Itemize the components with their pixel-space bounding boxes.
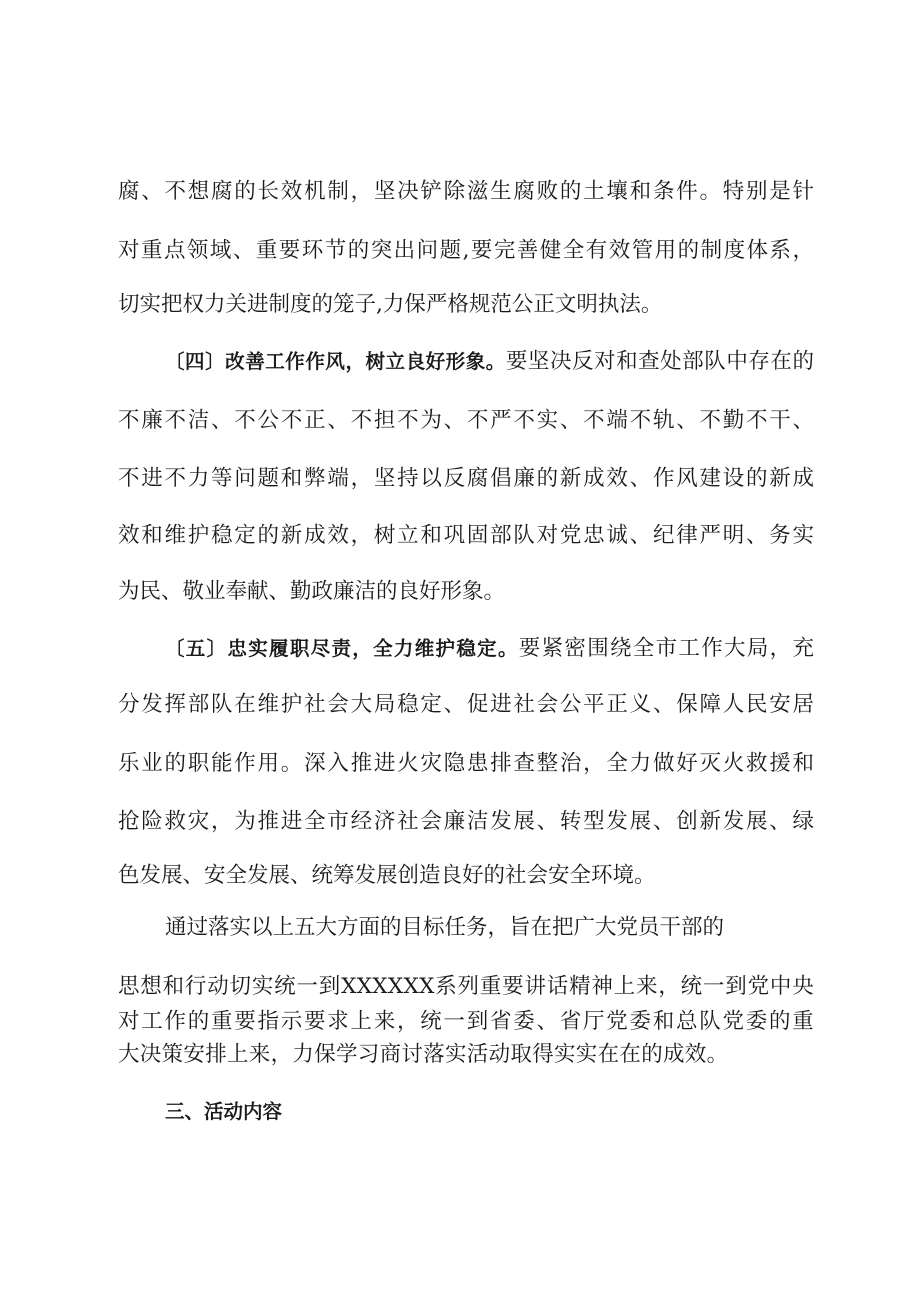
section-heading: 三、活动内容	[165, 1100, 283, 1123]
paragraph-line: 乐业的职能作用。深入推进火灾隐患排查整治，全力做好灭火救援和	[118, 751, 814, 776]
paragraph-heading: 〔五〕忠实履职尽责，全力维护稳定。	[165, 637, 519, 660]
paragraph-text: 要坚决反对和查处部队中存在的	[505, 349, 814, 374]
paragraph-first-line	[165, 635, 814, 663]
paragraph-line: 对工作的重要指示要求上来，统一到省委、省厅党委和总队党委的重	[118, 1009, 814, 1034]
paragraph-line: 切实把权力关进制度的笼子,力保严格规范公正文明执法。	[118, 292, 663, 317]
paragraph-line: 不进不力等问题和弊端，坚持以反腐倡廉的新成效、作风建设的新成	[118, 466, 814, 491]
paragraph-text: 要紧密围绕全市工作大局，充	[518, 636, 814, 661]
paragraph-heading: 〔四〕改善工作作风，树立良好形象。	[165, 350, 506, 373]
paragraph-line: 抢险救灾，为推进全市经济社会廉洁发展、转型发展、创新发展、绿	[118, 809, 814, 834]
paragraph-line: 对重点领域、重要环节的突出问题,要完善健全有效管用的制度体系，	[118, 238, 814, 263]
paragraph-line: 思想和行动切实统一到XXXXXX系列重要讲话精神上来，统一到党中央	[118, 974, 814, 999]
paragraph-line: 腐、不想腐的长效机制，坚决铲除滋生腐败的土壤和条件。特别是针	[118, 179, 814, 204]
paragraph-first-line	[165, 348, 814, 376]
paragraph-line: 大决策安排上来，力保学习商讨落实活动取得实实在在的成效。	[118, 1042, 729, 1067]
paragraph-line: 分发挥部队在维护社会大局稳定、促进社会公平正义、保障人民安居	[118, 692, 814, 717]
paragraph-line: 效和维护稳定的新成效，树立和巩固部队对党忠诚、纪律严明、务实	[118, 523, 814, 548]
paragraph-first-line: 通过落实以上五大方面的目标任务，旨在把广大党员干部的	[165, 915, 725, 940]
paragraph-line: 不廉不洁、不公不正、不担不为、不严不实、不端不轨、不勤不干、	[118, 408, 814, 433]
paragraph-line: 为民、敬业奉献、勤政廉洁的良好形象。	[118, 579, 506, 604]
paragraph-line: 色发展、安全发展、统筹发展创造良好的社会安全环境。	[118, 863, 656, 888]
